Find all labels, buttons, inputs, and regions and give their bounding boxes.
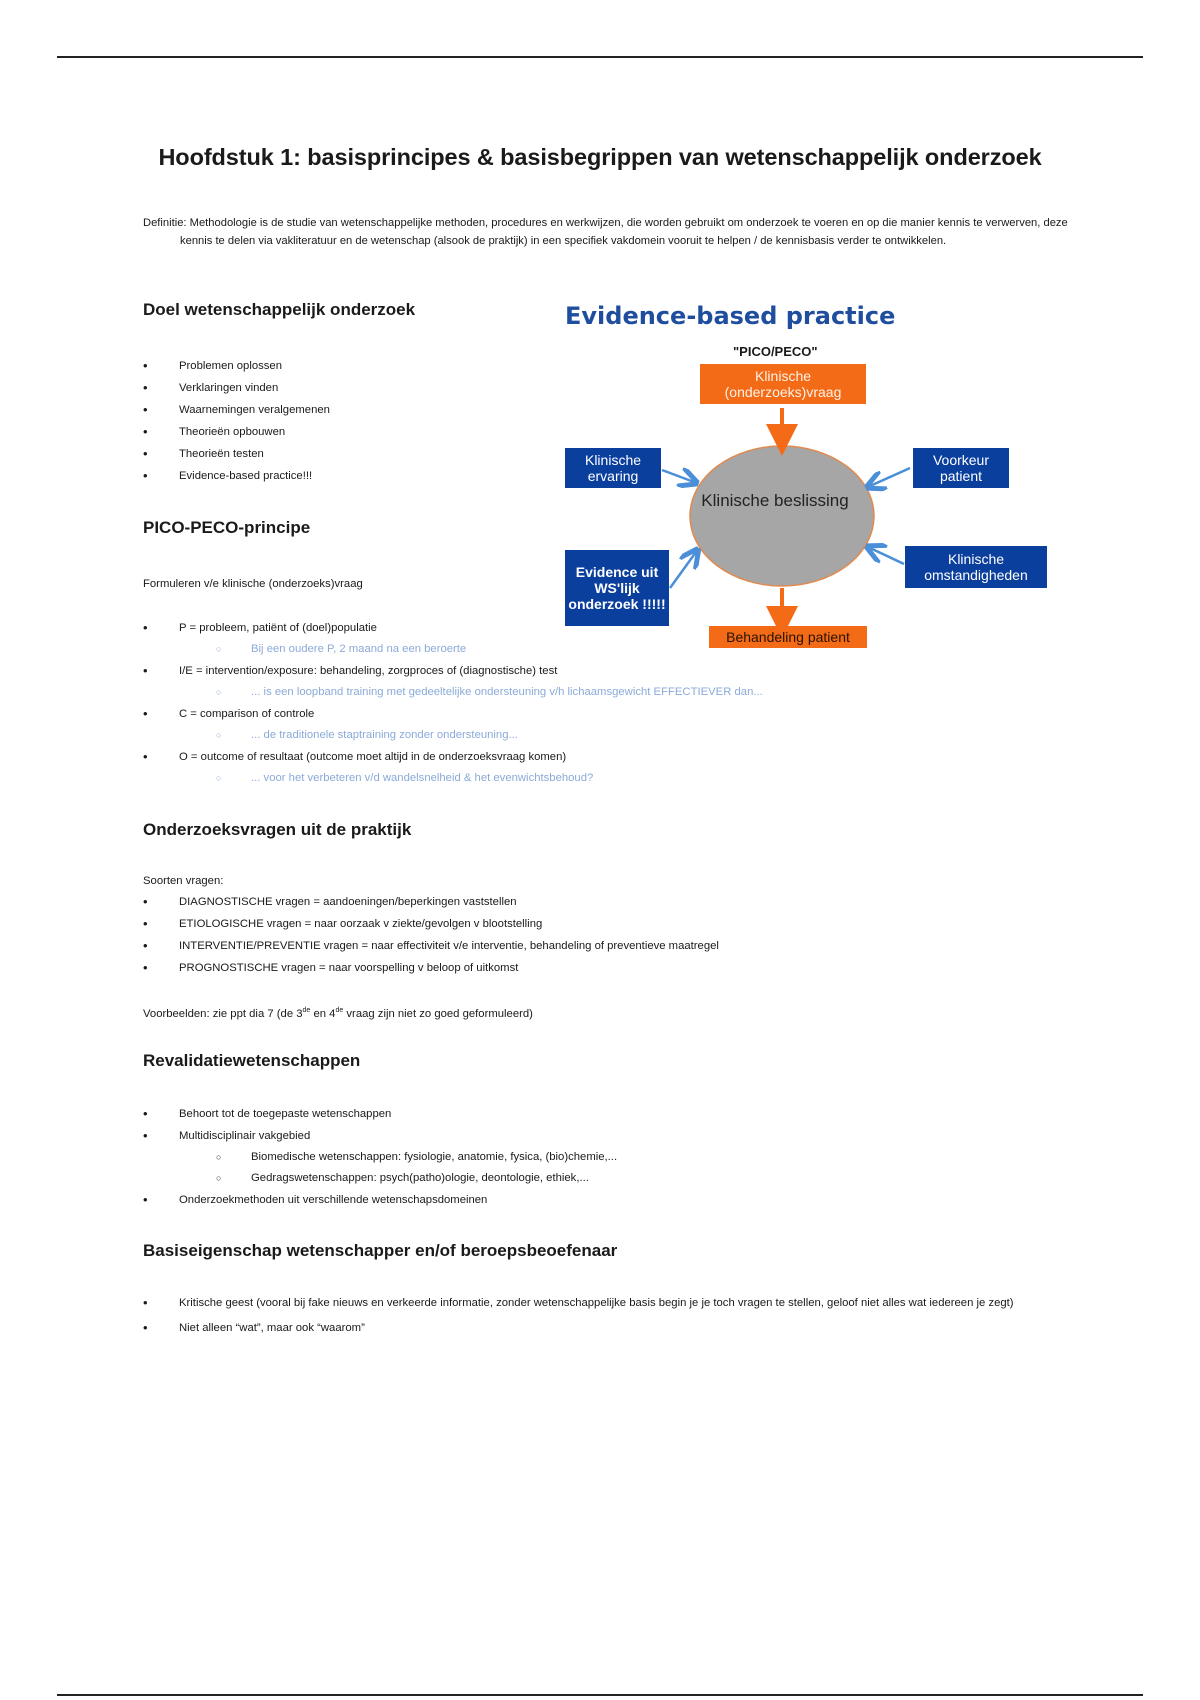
diagram-subtitle: "PICO/PECO" [733, 344, 818, 359]
sub-item: ○ ... voor het verbeteren v/d wandelsnelheid & het evenwichtsbehoud? [143, 768, 1043, 789]
list-item: • INTERVENTIE/PREVENTIE vragen = naar effectiviteit v/e interventie, behandeling of preventieve maatregel [143, 935, 1043, 957]
circle-bullet-icon: ○ [216, 1173, 222, 1183]
doel-list [143, 355, 523, 487]
list-item: • Theorieën opbouwen [143, 421, 523, 443]
list-item: • Multidisciplinair vakgebied [143, 1125, 1043, 1147]
circle-bullet-icon: ○ [216, 687, 222, 697]
circle-bullet-icon: ○ [216, 644, 222, 654]
center-label: Klinische beslissing [701, 491, 849, 510]
sub-item: ○ Bij een oudere P, 2 maand na een beroerte [143, 639, 1043, 660]
definition-paragraph: Definitie: Methodologie is de studie van wetenschappelijke methoden, procedures en werkwijzen, die worden gebruikt om onderzoek te voeren en op die manier kennis te verwerven, deze kennis te delen via vakliteratuur en de wetenschap (alsook de praktijk) in een specifiek vakdomein vooruit te helpen / de kennisbasis verder te ontwikkelen. [143, 217, 1068, 247]
list-item: • Theorieën testen [143, 443, 523, 465]
center-ellipse [690, 446, 874, 586]
list-item: • Behoort tot de toegepaste wetenschappen [143, 1103, 1043, 1125]
ebp-diagram [560, 300, 1050, 652]
revalidatie-list [143, 1103, 1043, 1211]
box-klinische-ervaring: Klinische ervaring [565, 448, 661, 488]
list-item: • C = comparison of controle [143, 703, 1043, 725]
list-item: • Verklaringen vinden [143, 377, 523, 399]
box-behandeling-patient: Behandeling patient [709, 626, 867, 648]
heading-basiseigenschap: Basiseigenschap wetenschapper en/of beroepsbeoefenaar [143, 1241, 618, 1260]
list-item: • Waarnemingen veralgemenen [143, 399, 523, 421]
box-evidence: Evidence uit WS'lijk onderzoek !!!!! [565, 550, 669, 626]
heading-doel: Doel wetenschappelijk onderzoek [143, 300, 416, 319]
circle-bullet-icon: ○ [216, 730, 222, 740]
sub-item: ○ ... de traditionele staptraining zonder ondersteuning... [143, 725, 1043, 746]
list-item: • P = probleem, patiënt of (doel)populatie [143, 617, 1043, 639]
sub-item: ○ Biomedische wetenschappen: fysiologie, anatomie, fysica, (bio)chemie,... [143, 1147, 1043, 1168]
list-item: • Problemen oplossen [143, 355, 523, 377]
list-item: • Kritische geest (vooral bij fake nieuws en verkeerde informatie, zonder wetenschappelijke basis begin je je toch vragen te stellen, geloof niet alles wat iedereen je zegt) [143, 1294, 1043, 1312]
page-title: Hoofdstuk 1: basisprincipes & basisbegrippen van wetenschappelijk onderzoek [158, 144, 1042, 170]
box-klinische-vraag: Klinische (onderzoeks)vraag [700, 364, 866, 404]
heading-revalidatie: Revalidatiewetenschappen [143, 1051, 361, 1070]
circle-bullet-icon: ○ [216, 1152, 222, 1162]
soorten-intro: Soorten vragen: [143, 875, 224, 887]
list-item: • Onderzoekmethoden uit verschillende wetenschapsdomeinen [143, 1189, 1043, 1211]
top-rule [57, 56, 1143, 58]
box-klinische-omstandigheden: Klinische omstandigheden [905, 546, 1047, 588]
sub-item: ○ ... is een loopband training met gedeeltelijke ondersteuning v/h lichaamsgewicht EFFECTIEVER dan... [143, 682, 1043, 703]
list-item: • DIAGNOSTISCHE vragen = aandoeningen/beperkingen vaststellen [143, 891, 1043, 913]
vragen-list [143, 891, 1043, 979]
box-voorkeur-patient: Voorkeur patient [913, 448, 1009, 488]
arrow-right-top [870, 468, 910, 486]
list-item: • Evidence-based practice!!! [143, 465, 523, 487]
heading-pico: PICO-PECO-principe [143, 518, 311, 537]
list-item: • ETIOLOGISCHE vragen = naar oorzaak v ziekte/gevolgen v blootstelling [143, 913, 1043, 935]
basis-list [143, 1294, 1043, 1339]
arrow-left-bottom [670, 552, 696, 588]
bottom-rule [57, 1694, 1143, 1696]
list-item: • PROGNOSTISCHE vragen = naar voorspelling v beloop of uitkomst [143, 957, 1043, 979]
heading-onderzoeksvragen: Onderzoeksvragen uit de praktijk [143, 820, 412, 839]
arrow-left-top [662, 470, 694, 482]
voorbeelden-line: Voorbeelden: zie ppt dia 7 (de 3de en 4de vraag zijn niet zo goed geformuleerd) [143, 1007, 533, 1020]
list-item: • I/E = intervention/exposure: behandeling, zorgproces of (diagnostische) test [143, 660, 1043, 682]
arrow-right-bottom [870, 548, 904, 564]
diagram-title: Evidence-based practice [565, 302, 896, 330]
sub-item: ○ Gedragswetenschappen: psych(patho)ologie, deontologie, ethiek,... [143, 1168, 1043, 1189]
pico-intro: Formuleren v/e klinische (onderzoeks)vraag [143, 578, 363, 590]
list-item: • O = outcome of resultaat (outcome moet altijd in de onderzoeksvraag komen) [143, 746, 1043, 768]
circle-bullet-icon: ○ [216, 773, 222, 783]
list-item: • Niet alleen “wat”, maar ook “waarom” [143, 1317, 1043, 1339]
